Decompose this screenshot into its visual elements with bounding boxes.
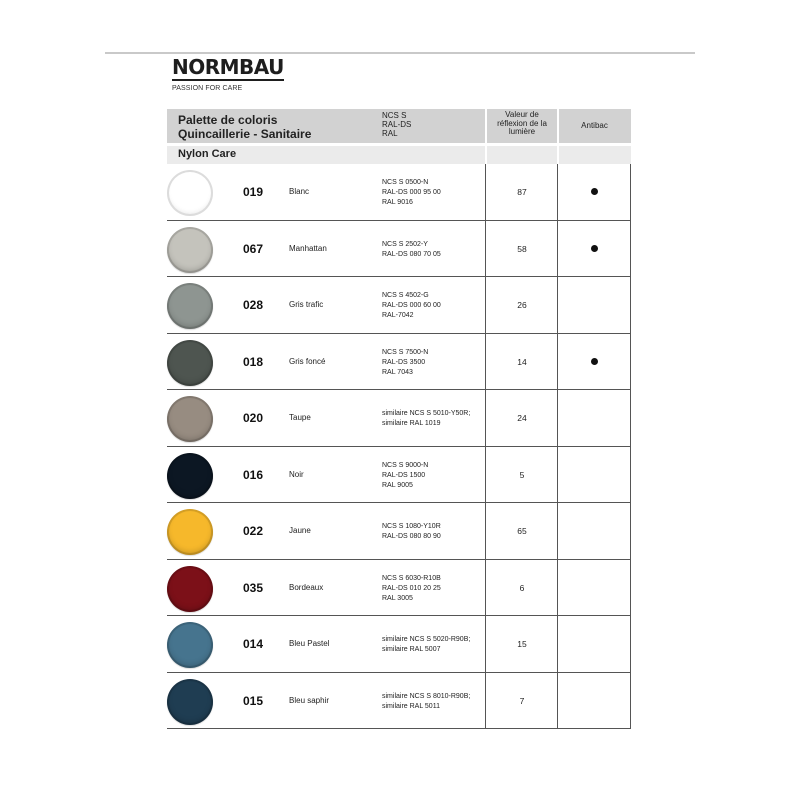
section-divider xyxy=(485,146,487,164)
ref-header-ncs: NCS S xyxy=(382,111,407,120)
section-title: Nylon Care xyxy=(178,148,237,160)
color-references xyxy=(382,409,470,429)
reflection-value: 26 xyxy=(517,300,527,310)
color-references xyxy=(382,692,470,712)
ref-line: similaire NCS S 5010-Y50R; xyxy=(382,410,471,417)
ref-line: similaire RAL 5007 xyxy=(382,646,441,653)
reflection-value: 24 xyxy=(517,413,527,423)
table-header xyxy=(167,109,631,143)
color-name: Gris trafic xyxy=(289,300,324,309)
color-references xyxy=(382,178,441,208)
refl-header-line2: réflexion de la xyxy=(497,118,547,128)
table-title-line1: Palette de coloris xyxy=(178,113,278,127)
color-name: Bordeaux xyxy=(289,582,324,592)
refl-header-line1: Valeur de xyxy=(505,110,539,119)
table-title xyxy=(178,113,311,141)
color-code: 035 xyxy=(243,580,264,595)
antibac-column-header: Antibac xyxy=(581,121,608,130)
reflection-value: 15 xyxy=(517,639,527,649)
brand-block xyxy=(172,56,284,92)
normbau-logo: NORMBAU xyxy=(172,55,284,79)
color-references xyxy=(382,635,470,655)
color-swatch xyxy=(167,566,213,612)
ref-line: NCS S 9000-N xyxy=(382,461,429,469)
color-references xyxy=(382,461,428,491)
antibac-dot-icon xyxy=(591,188,598,195)
color-name: Jaune xyxy=(289,526,311,535)
ref-line: RAL-DS 010 20 25 xyxy=(382,584,441,592)
color-references xyxy=(382,240,441,260)
ref-line: RAL-DS 000 95 00 xyxy=(382,189,441,196)
color-row xyxy=(167,221,631,278)
ref-line: RAL-DS 080 70 05 xyxy=(382,250,441,258)
color-name: Manhattan xyxy=(289,243,327,253)
ref-line: RAL 9005 xyxy=(382,481,413,489)
color-code: 015 xyxy=(243,693,264,708)
color-swatch xyxy=(167,227,213,273)
color-code: 018 xyxy=(243,354,264,369)
section-header xyxy=(167,143,631,164)
ref-line: similaire RAL 5011 xyxy=(382,702,440,710)
color-swatch xyxy=(167,170,213,216)
color-swatch xyxy=(167,622,213,668)
color-code: 028 xyxy=(243,298,264,312)
color-swatch xyxy=(167,283,213,329)
ref-line: similaire NCS S 5020-R90B; xyxy=(382,636,471,643)
color-swatch xyxy=(167,453,213,499)
color-name: Gris foncé xyxy=(289,356,326,366)
color-row xyxy=(167,164,631,221)
ref-line: RAL 7043 xyxy=(382,368,413,376)
ref-line: NCS S 1080-Y10R xyxy=(382,523,441,530)
color-code: 019 xyxy=(243,185,264,199)
ref-line: RAL-7042 xyxy=(382,312,414,319)
ref-line: similaire NCS S 8010-R90B; xyxy=(382,692,471,700)
ref-line: RAL-DS 000 60 00 xyxy=(382,302,441,309)
ref-line: RAL-DS 080 80 90 xyxy=(382,533,441,540)
brand-tagline: PASSION FOR CARE xyxy=(172,85,243,92)
color-row xyxy=(167,503,631,560)
reflection-value: 6 xyxy=(519,582,525,593)
ref-line: RAL-DS 1500 xyxy=(382,471,426,479)
reference-column-header xyxy=(382,111,411,138)
color-references xyxy=(382,291,441,321)
color-code: 022 xyxy=(243,524,264,538)
color-row xyxy=(167,616,631,673)
color-references xyxy=(382,522,441,542)
antibac-dot-icon xyxy=(591,245,598,252)
reflection-value: 65 xyxy=(517,526,527,536)
color-row xyxy=(167,390,631,447)
color-swatch xyxy=(167,396,213,442)
reflection-column-header xyxy=(486,111,558,137)
color-name: Bleu saphir xyxy=(289,695,330,705)
reflection-value: 5 xyxy=(519,469,525,480)
color-name: Blanc xyxy=(289,187,310,196)
color-row xyxy=(167,560,631,617)
color-row xyxy=(167,334,631,391)
refl-header-line3: lumière xyxy=(508,127,536,136)
ref-line: RAL 9016 xyxy=(382,199,413,206)
ref-line: NCS S 2502-Y xyxy=(382,240,428,248)
ref-header-ralds: RAL-DS xyxy=(382,120,412,129)
color-swatch xyxy=(167,340,213,386)
antibac-dot-icon xyxy=(591,358,598,365)
table-title-line2: Quincaillerie - Sanitaire xyxy=(178,127,312,141)
color-name: Bleu Pastel xyxy=(289,639,330,648)
color-references xyxy=(382,574,441,604)
color-row xyxy=(167,447,631,504)
color-row xyxy=(167,277,631,334)
color-code: 067 xyxy=(243,241,264,256)
color-code: 014 xyxy=(243,637,264,651)
color-references xyxy=(382,348,428,378)
ref-line: NCS S 0500-N xyxy=(382,179,429,186)
reflection-value: 58 xyxy=(517,243,527,254)
color-swatch xyxy=(167,679,213,725)
color-code: 020 xyxy=(243,411,264,425)
color-name: Noir xyxy=(289,469,304,479)
ref-line: NCS S 7500-N xyxy=(382,348,429,356)
ref-header-ral: RAL xyxy=(382,129,398,138)
reflection-value: 7 xyxy=(519,695,525,706)
ref-line: NCS S 4502-G xyxy=(382,292,429,299)
ref-line: NCS S 6030-R10B xyxy=(382,574,441,582)
ref-line: RAL-DS 3500 xyxy=(382,358,426,366)
section-divider xyxy=(557,146,559,164)
ref-line: RAL 3005 xyxy=(382,594,413,602)
color-swatch xyxy=(167,509,213,555)
reflection-value: 87 xyxy=(517,187,527,197)
reflection-value: 14 xyxy=(517,356,527,367)
ref-line: similaire RAL 1019 xyxy=(382,420,441,427)
top-divider xyxy=(105,52,695,54)
color-name: Taupe xyxy=(289,413,311,422)
color-palette-table xyxy=(167,109,631,729)
color-rows xyxy=(167,164,631,729)
color-row xyxy=(167,673,631,730)
color-code: 016 xyxy=(243,467,264,482)
